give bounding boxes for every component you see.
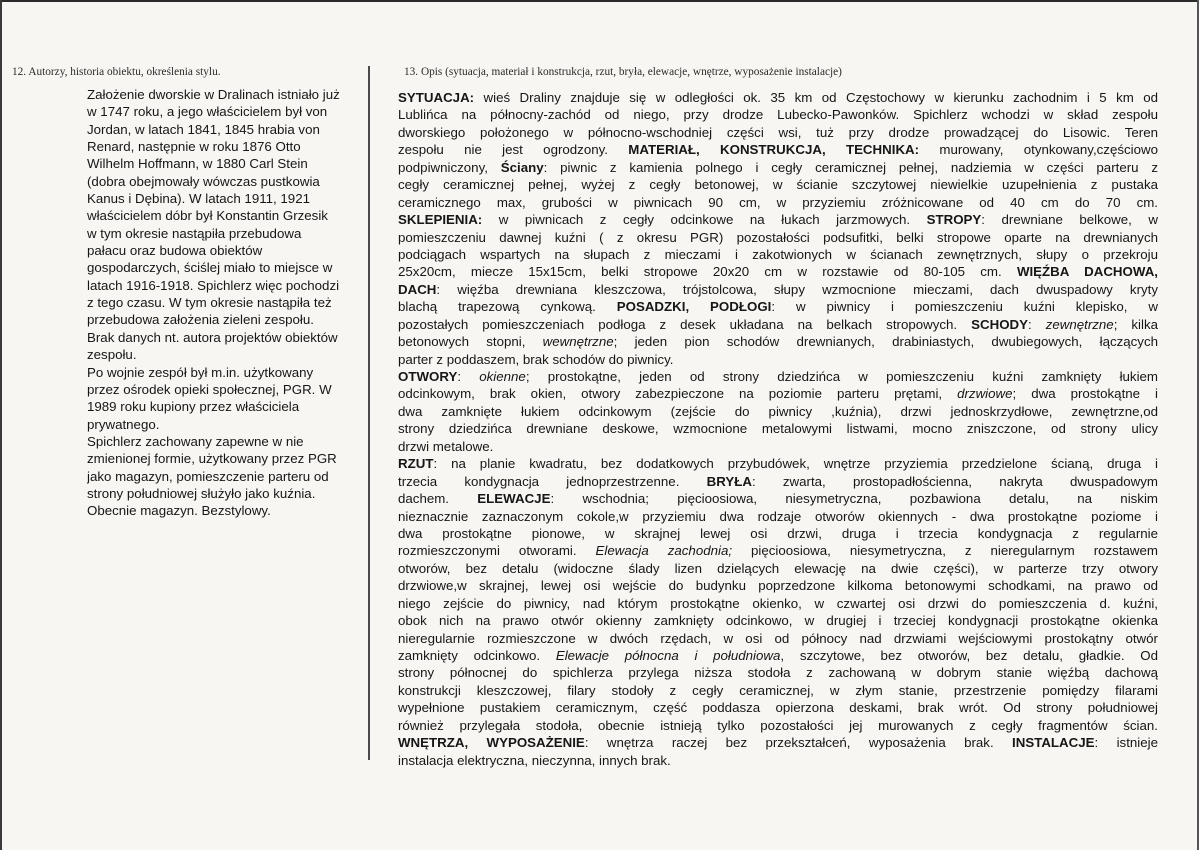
description-text: dwa prostokątne pionowe, w skrajnej lewej osi drzwi, druga i trzecia kondygnacja z regularnie [398,525,1158,541]
description-text: wieś Draliny znajduje się w odległości ok. 35 km od Częstochowy w kierunku zachodnim i 5 km od [474,90,1158,105]
description-text: blachą trapezową cynkową. [398,299,617,315]
description-line [398,647,1158,664]
description-line [398,612,1158,629]
description-line [398,734,1158,751]
description-text: rozmieszczonymi otworami. [398,543,596,559]
description-line [398,229,1158,246]
history-line: strony południowej służyło jako kuźnia. [87,485,316,501]
description-line [398,525,1158,542]
description-text: : [457,369,480,384]
section-label: DACH [398,281,437,297]
history-line: Renard, następnie w roku 1876 Otto [87,139,301,155]
description-text: cegły ceramicznej pełnej, wyżej z cegły betonowej, w ścianie szczytowej niewielkie uzupełnienia z pustaka [398,177,1158,193]
history-line: w 1747 roku, a jego właścicielem był von [87,104,328,120]
subsection-label: okienne [479,369,526,384]
description-text: : piwnic z kamienia polnego i cegły ceramicznej pełnej, nadziemia w części parteru z [543,159,1158,175]
page-border-top [0,0,1199,2]
description-line [398,752,1158,769]
history-line: (dobra obejmowały wówczas pustkowia [87,173,320,189]
description-text: odcinkowym, brak okien, otwory zabezpieczone na poziomie parteru prętami, [398,386,958,402]
description-line [398,316,1158,333]
description-text: pięcioosiowa, niesymetryczna, z nieregularnym rozstawem [732,543,1158,559]
section-label: STROPY [926,212,982,228]
description-line [398,508,1158,525]
description-text: : [1028,316,1046,332]
description-text: : wnętrza raczej bez przekształceń, wyposażenia brak. [584,735,1013,751]
section-label: BRYŁA [706,473,752,489]
description-line [398,124,1158,141]
history-line: latach 1916-1918. Spichlerz więc pochodzi [87,277,340,293]
section-label: SCHODY [971,316,1029,332]
description-line [398,699,1158,716]
description-text: : istnieje [1094,735,1158,751]
description-text: trzecia kondygnacja jednoprzestrzenne. [398,473,707,489]
description-line [398,368,1158,385]
description-text: : na planie kwadratu, bez dodatkowych przybudówek, wnętrze przyziemia przedzielone ścianą, druga i [433,456,1158,472]
description-text: zamknięty odcinkowo. [398,648,556,663]
section-label: WNĘTRZA, WYPOSAŻENIE [398,735,585,751]
description-text: ; kilka [1113,316,1158,332]
description-line [398,385,1158,402]
history-text-column [87,86,377,520]
description-line [398,542,1158,559]
description-text: pomieszczeniu dawnej kuźni ( z okresu PGR) pozostałości podsufitki, belki stropowe oparte na drewnianych [398,229,1158,245]
description-line [398,298,1158,315]
description-text: ; dwa prostokątne i [1012,386,1158,402]
history-line: w tym okresie nastąpiła przebudowa [87,225,302,241]
description-text: : w piwnicy i pomieszczeniu kuźni klepisko, w [771,299,1158,315]
description-text: w piwnicach z cegły odcinkowe na łukach jarzmowych. [482,212,927,228]
description-text: : więźba drewniana kleszczowa, trójstolcowa, słupy wzmocnione mieczami, dach dwuspadowy kryty [436,281,1158,297]
description-text: podciągach wspartych na słupach z mieczami i zakotwionych w ścianach zewnętrznych, słupy o przekroju [398,246,1158,262]
history-line: 1989 roku kupiony przez właściciela [87,399,300,415]
description-line [398,595,1158,612]
section-label: WIĘŹBA DACHOWA, [1016,264,1158,280]
description-text: strony dziedzińca drewniane deskowe, wzmocnione metalowymi listwami, mocno zniszczone, od strony ulicy [398,421,1158,437]
description-text: podpiwniczony, [398,159,501,175]
description-text: strony północnej do spichlerza przylega niższa stodoła z zachowaną w dobrym stanie więźbą dachową [398,665,1158,681]
description-line [398,577,1158,594]
history-line: prywatnego. [87,416,160,432]
description-line [398,473,1158,490]
description-line [398,141,1158,158]
description-line [398,438,1158,455]
description-text: otworów, bez detalu (widoczne ślady lizen dzielących elewację na dwie części), w parterze trzy otwory [398,560,1158,576]
section-label: MATERIAŁ, KONSTRUKCJA, TECHNIKA: [628,142,920,158]
section-13-header: 13. Opis (sytuacja, materiał i konstrukcja, rzut, bryła, elewacje, wnętrze, wyposażenie instalacje) [404,66,842,78]
history-line: Obecnie magazyn. Bezstylowy. [87,503,271,519]
history-line: przebudowa założenia zieleni zespołu. [87,312,314,328]
description-text: : wschodnia; pięcioosiowa, niesymetryczna, pozbawiona detalu, na niskim [550,491,1158,507]
description-text: murowany, otynkowany,częściowo [919,142,1158,158]
description-text: nieregularnie rozmieszczone w dwóch rzędach, w osi od północy nad drzwiami wejściowymi prostokątny otwór [398,630,1158,646]
description-text: niego zejście do piwnicy, nad którym prostokątne okienko, w czwartej osi drzwi do pomieszczenia d. kuźni, [398,595,1158,611]
section-label: SKLEPIENIA: [398,212,483,228]
history-line: zmienionej formie, użytkowany przez PGR [87,451,337,467]
description-text: Lublińca na północny-zachód od niego, przy drodze Lubecko-Pawonków. Spichlerz wchodzi w skład zespołu [398,107,1158,123]
description-line [398,176,1158,193]
section-12-header: 12. Autorzy, historia obiektu, określenia stylu. [12,66,221,78]
description-line [398,682,1158,699]
section-label: RZUT [398,456,434,472]
description-text: dworskiego położonego w północno-wschodniej części wsi, tuż przy drodze prowadzącej do Lisowic. Teren [398,124,1158,140]
history-line: przez ośrodek opieki społecznej, PGR. W [87,381,332,397]
history-line: pałacu oraz budowa obiektów [87,243,263,259]
description-text: betonowych stopni, [398,334,543,350]
description-text: , szczytowe, bez otworów, bez detalu, gładkie. Od [780,648,1158,663]
section-label: ELEWACJE [477,491,551,507]
description-line [398,263,1158,280]
history-line: jako magazyn, pomieszczenie parteru od [87,468,329,484]
description-line [398,159,1158,176]
description-line [398,246,1158,263]
description-line [398,560,1158,577]
history-line: zespołu. [87,347,137,363]
description-text: wypełnione pustakiem ceramicznym, część poddasza opierzona deskami, brak wrót. Od strony południowej [398,700,1158,716]
description-text: również przylegała stodoła, obecnie istnieją tylko pozostałości jej murowanych z cegły fragmentów ścian. [398,717,1158,733]
description-text: nieznacznie zaznaczonym cokole,w przyziemiu dwa rodzaje otworów okiennych - dwa prostokątne poziome i [398,508,1158,524]
description-line [398,490,1158,507]
description-line [398,281,1158,298]
description-text: : zwarta, prostopadłościenna, nakryta dwuspadowym [751,473,1158,489]
description-text: zespołu nie jest ogrodzony. [398,142,629,158]
description-text: ceramicznego max, grubości w piwnicach 90 cm, w przyziemiu zróżnicowane od 40 cm do 70 cm. [398,194,1158,210]
description-text: : drewniane belkowe, w [981,212,1158,228]
section-label: POSADZKI, PODŁOGI [616,299,772,315]
description-line [398,630,1158,647]
description-line [398,717,1158,734]
description-text: obok nich na prawo otwór okienny zamknięty odcinkowo, w drugiej i trzeciej kondygnacji prostokątne okienka [398,613,1158,629]
description-text: ; jeden pion schodów drewnianych, drabiniastych, dwubiegowych, łączących [613,334,1158,350]
description-line [398,455,1158,472]
history-line: Spichlerz zachowany zapewne w nie [87,433,304,449]
section-label: OTWORY [398,369,458,384]
description-text: 25x20cm, miecze 15x15cm, belki stropowe 20x20 cm w rozstawie od 80-105 cm. [398,264,1017,280]
description-text: konstrukcji kleszczowej, filary stodoły z cegły ceramicznej, w złym stanie, przestrzenie pomiędzy filarami [398,682,1158,698]
history-line: z tego czasu. W tym okresie nastąpiła też [87,295,332,311]
history-line: Brak danych nt. autora projektów obiektów [87,329,338,345]
description-line [398,351,1158,368]
subsection-label: drzwiowe [957,386,1013,402]
page-border-left [0,0,2,850]
description-line [398,89,1158,106]
description-line [398,664,1158,681]
description-line [398,333,1158,350]
description-text: ; prostokątne, jeden od strony dziedzińca w pomieszczeniu kuźni zamknięty łukiem [525,369,1158,384]
history-line: Wilhelm Hoffmann, w 1880 Carl Stein [87,156,308,172]
section-label: SYTUACJA: [398,90,475,105]
description-line [398,194,1158,211]
history-line: gospodarczych, ściślej miało to miejsce w [87,260,333,276]
description-line [398,420,1158,437]
subsection-label: zewnętrzne [1045,316,1114,332]
description-text: dwa zamknięte łukiem odcinkowym (zejście do piwnicy ,kuźnia), drzwi jednoskrzydłowe, zewnętrzne,od [398,403,1158,419]
section-label: INSTALACJE [1012,735,1095,751]
subsection-label: wewnętrzne [542,334,614,350]
description-text: drzwiowe,w skrajnej, lewej osi wejście do budynku poprzedzone kilkoma betonowymi schodkami, na prawo od [398,578,1158,594]
description-text: instalacja elektryczna, nieczynna, innych brak. [398,752,671,768]
description-text: drzwi metalowe. [398,438,494,454]
description-line [398,211,1158,228]
section-label: Ściany [500,159,544,175]
history-line: Jordan, w latach 1841, 1845 hrabia von [87,121,320,137]
subsection-label: Elewacje północna i południowa [555,648,781,663]
description-text-column [398,89,1158,769]
description-text: pozostałych pomieszczeniach podłoga z desek układana na belkach stropowych. [398,316,972,332]
description-text: dachem. [398,491,478,507]
description-line [398,403,1158,420]
history-line: właścicielem dóbr był Konstantin Grzesik [87,208,328,224]
description-text: parter z poddaszem, brak schodów do piwnicy. [398,351,674,367]
description-line [398,106,1158,123]
history-line: Po wojnie zespół był m.in. użytkowany [87,364,314,380]
history-line: Kanus i Dębina). W latach 1911, 1921 [87,191,310,207]
subsection-label: Elewacja zachodnia; [595,543,733,559]
history-line: Założenie dworskie w Dralinach istniało już [87,87,340,102]
